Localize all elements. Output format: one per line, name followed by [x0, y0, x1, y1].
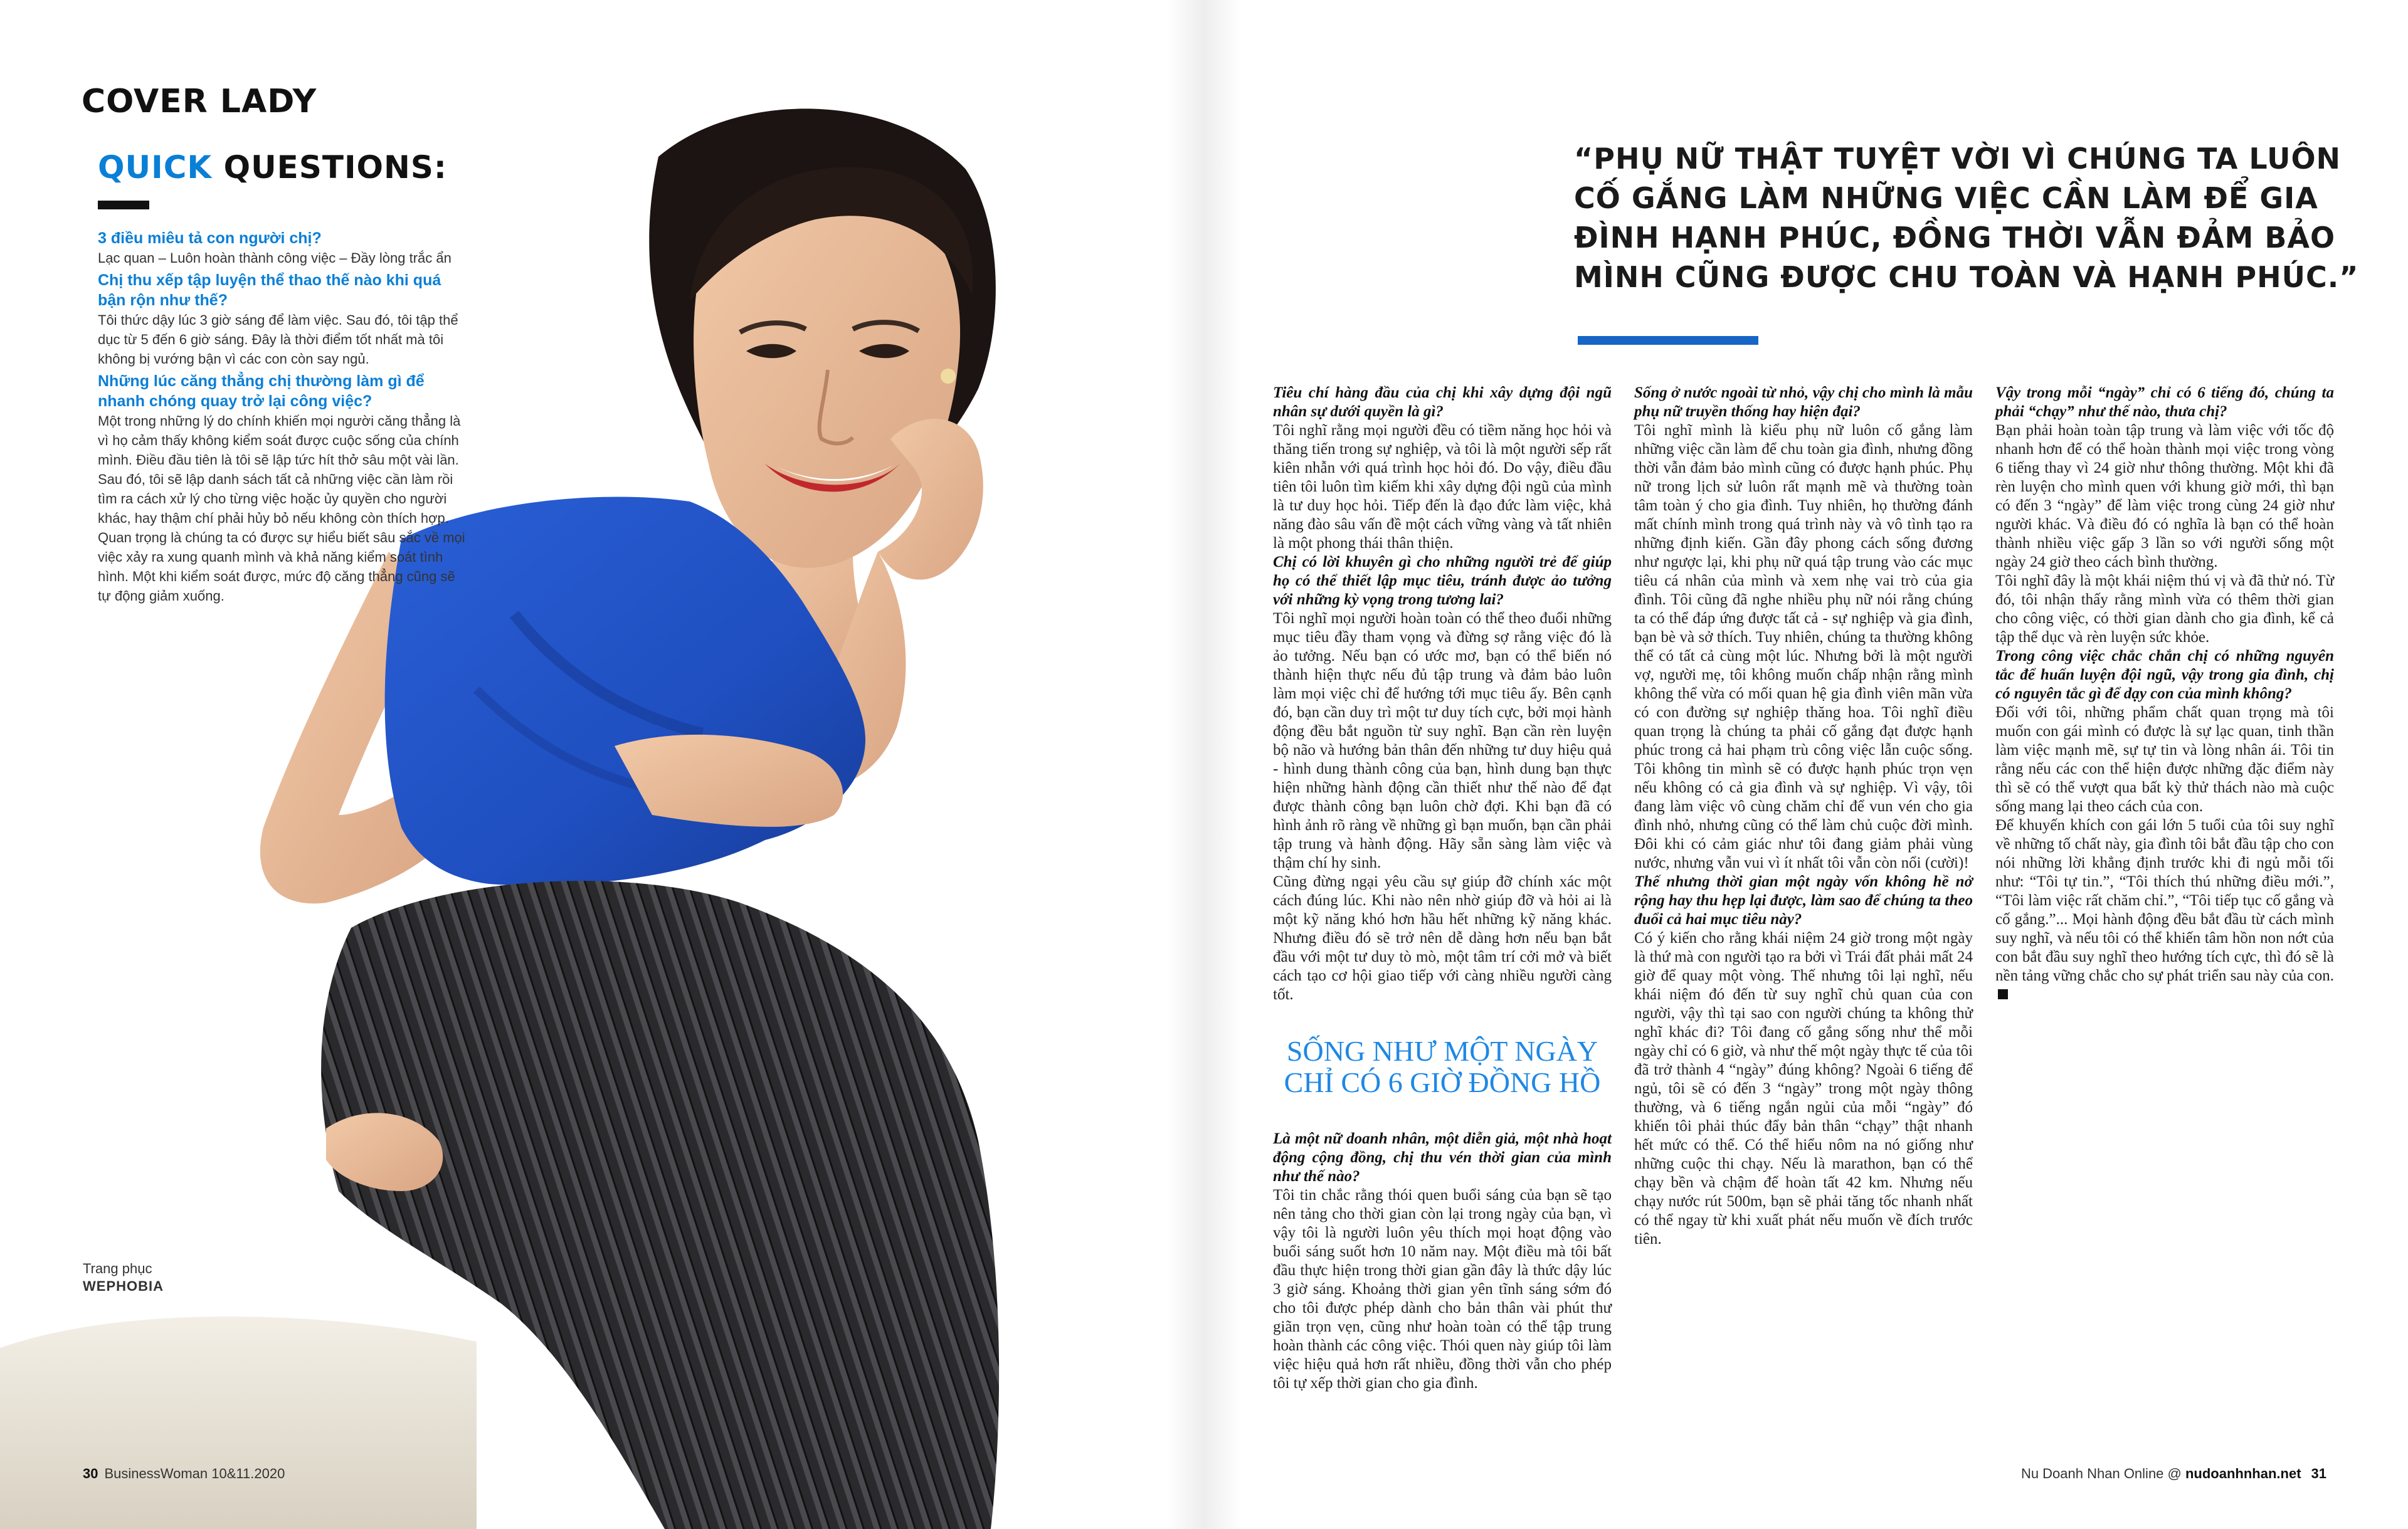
article-question: Vậy trong mỗi “ngày” chỉ có 6 tiếng đó, chúng ta phải “chạy” như thế nào, thưa chị? [1995, 384, 2334, 420]
article-paragraph-text: Để khuyến khích con gái lớn 5 tuổi của tôi suy nghĩ về những tố chất này, gia đình tôi bắt đầu tập cho con nói những lời khẳng định trước khi đi ngủ mỗi tối như: “Tôi tự tin.”, “Tôi thích thú những điều mới.”, “Tôi làm việc rất chăm chỉ.”, “Tôi tiếp tục cố gắng và cố gắng.”... Mọi hành động đều bắt đầu từ cách mình suy nghĩ, và nếu tôi có thể khiến tâm hồn non nớt của con bắt đầu suy nghĩ theo hướng tích cực, thì đó sẽ là nền tảng vững chắc cho sự phát triển sau này của con. [1995, 817, 2334, 984]
outfit-credit-brand: WEPHOBIA [83, 1278, 164, 1294]
article-question: Tiêu chí hàng đầu của chị khi xây dựng đội ngũ nhân sự dưới quyền là gì? [1273, 384, 1612, 420]
quick-questions-rule [98, 201, 149, 209]
outfit-credit-label: Trang phục [83, 1261, 152, 1276]
article-paragraph [1995, 816, 2334, 1004]
quick-answer-3: Một trong những lý do chính khiến mọi người căng thẳng là vì họ cảm thấy không kiểm soát được cuộc sống của chính mình. Điều đầu tiên là tôi sẽ lập tức hít thở sâu một vài lần. Sau đó, tôi sẽ lập danh sách tất cả những việc cần làm rồi tìm ra cách xử lý cho từng việc hoặc ủy quyền cho người khác, hay thậm chí phải hủy bỏ nếu không còn thích hợp. Quan trọng là chúng ta có được sự hiểu biết sâu sắc về mọi việc xảy ra xung quanh mình và khả năng kiểm soát tình hình. Một khi kiểm soát được, mức độ căng thẳng cũng sẽ tự động giảm xuống. [98, 413, 465, 604]
article-paragraph: Có ý kiến cho rằng khái niệm 24 giờ trong một ngày là thứ mà con người tạo ra bởi vì Trái đất phải mất 24 giờ để quay một vòng. Thế nhưng tôi lại nghĩ, nếu khái niệm đó đến từ suy nghĩ chủ quan của con người, vậy thì tại sao con người chúng ta không thử nghĩ khác đi? Tôi đang cố gắng sống như thể mỗi ngày chỉ có 6 giờ, và như thế một ngày thực tế của tôi đã trở thành 4 “ngày” đúng không? Ngoài 6 tiếng để ngủ, tôi sẽ có đến 3 “ngày” trong một ngày thông thường, và 6 tiếng ngắn ngủi của mỗi “ngày” đó khiến tôi phải thúc đẩy bản thân “chạy” thật nhanh hết mức có thể. Có thể hiểu nôm na nó giống như những cuộc thi chạy. Nếu là marathon, bạn có thể chạy bền và chậm để hoàn tất 42 km. Nhưng nếu chạy nước rút 500m, bạn sẽ phải tăng tốc nhanh nhất có thể ngay từ khi xuất phát nếu muốn về đích trước tiên. [1634, 930, 1973, 1248]
article-question: Sống ở nước ngoài từ nhỏ, vậy chị cho mình là mẫu phụ nữ truyền thống hay hiện đại? [1634, 384, 1973, 420]
section-title: COVER LADY [82, 83, 317, 120]
quick-questions-list [98, 226, 468, 607]
right-folio-text: Nu Doanh Nhan Online @ [2020, 1466, 2185, 1481]
quick-answer-1: Lạc quan – Luôn hoàn thành công việc – Đầy lòng trắc ẩn [98, 250, 452, 266]
article-column-2 [1634, 384, 1973, 1249]
article-paragraph: Tôi nghĩ mình là kiểu phụ nữ luôn cố gắng làm những việc cần làm để chu toàn gia đình, nhưng đồng thời vẫn đảm bảo mình cũng có được hạnh phúc. Phụ nữ trong lịch sử luôn rất mạnh mẽ và thường toàn tâm toàn ý cho gia đình. Tuy nhiên, họ thường đánh mất chính mình trong quá trình này và vô tình tạo ra những định kiến. Gần đây phong cách sống đương như ngược lại, khi phụ nữ quá tập trung vào các mục tiêu cá nhân của mình và xem nhẹ vai trò của gia đình. Tôi cũng đã nghe nhiều phụ nữ nói rằng chúng ta có thể đáp ứng được tất cả - sự nghiệp và gia đình, bạn bè và sở thích. Tuy nhiên, chúng ta thường không thể có tất cả cùng một lúc. Nhưng bởi là một người vợ, người mẹ, tôi không muốn chấp nhận rằng mình không thể vừa có mối quan hệ gia đình viên mãn vừa có con đường sự nghiệp thăng hoa. Tôi nghĩ điều quan trọng là chúng ta phải cố gắng đạt được hạnh phúc trong cả hai phạm trù công việc lẫn cuộc sống. Tôi không tin mình sẽ có được hạnh phúc trọn vẹn nếu không có cả gia đình và sự nghiệp. Vì vậy, tôi đang làm việc vô cùng chăm chỉ để vun vén cho gia đình nhỏ, nhưng cũng có thể làm chủ cuộc đời mình. Đôi khi có cảm giác như tôi đang giảm phải vùng nước, nhưng vẫn vui vì ít nhất tôi vẫn còn nổi (cười)! [1634, 422, 1973, 871]
left-folio-text: BusinessWoman 10&11.2020 [104, 1466, 285, 1481]
article-paragraph: Tôi nghĩ mọi người hoàn toàn có thể theo đuổi những mục tiêu đầy tham vọng và đừng sợ rằng việc đó là ảo tưởng. Nếu bạn có ước mơ, bạn có thể biến nó thành hiện thực nếu đủ tập trung và đảm bảo luôn làm mọi việc chỉ để hướng tới mục tiêu ấy. Bên cạnh đó, bạn cần duy trì một tư duy tích cực, bởi mọi hành động đều bắt nguồn từ suy nghĩ. Bạn cần rèn luyện bộ não và hướng bản thân đến những tư duy hiệu quả - hình dung thành công của bạn, hình dung bạn thực hiện những hành động cần thiết như thế nào để đạt được thành công bạn luôn chờ đợi. Khi bạn đã có hình ảnh rõ ràng về những gì bạn muốn, bạn cần phải tập trung và hành động. Hãy sẵn sàng làm việc và thậm chí hy sinh. [1273, 610, 1612, 871]
quick-questions-accent: QUICK [98, 149, 213, 186]
article-question: Là một nữ doanh nhân, một diễn giả, một nhà hoạt động cộng đồng, chị thu vén thời gian của mình như thế nào? [1273, 1130, 1612, 1185]
article-paragraph: Tôi tin chắc rằng thói quen buổi sáng của bạn sẽ tạo nên tảng cho thời gian còn lại trong ngày của bạn, vì vậy tôi là người luôn yêu thích mọi hoạt động vào buổi sáng suốt hơn 10 năm nay. Một điều mà tôi bất đầu thực hiện trong thời gian gần đây là thức dậy lúc 3 giờ sáng. Khoảng thời gian yên tĩnh sáng sớm đó cho tôi được phép dành cho bản thân vài phút thư giãn trọn vẹn, cũng như hoàn toàn có thể tập trung hoàn thành các công việc. Thói quen này giúp tôi làm việc hiệu quả hơn rất nhiều, đồng thời vẫn cho phép tôi tự xếp thời gian cho gia đình. [1273, 1187, 1612, 1392]
article-column-1 [1273, 384, 1612, 1393]
article-question: Chị có lời khuyên gì cho những người trẻ để giúp họ có thể thiết lập mục tiêu, tránh được ảo tưởng với những kỳ vọng trong tương lai? [1273, 554, 1612, 608]
website-link[interactable]: nudoanhnhan.net [2185, 1466, 2301, 1481]
quick-question-1: 3 điều miêu tả con người chị? [98, 229, 322, 247]
article-column-3 [1995, 384, 2334, 1004]
pull-quote: “PHỤ NỮ THẬT TUYỆT VỜI VÌ CHÚNG TA LUÔN CỐ GẮNG LÀM NHỮNG VIỆC CẦN LÀM ĐỂ GIA ĐÌNH HẠNH PHÚC, ĐỒNG THỜI VẪN ĐẢM BẢO MÌNH CŨNG ĐƯỢC CHU TOÀN VÀ HẠNH PHÚC.” [1574, 142, 2359, 294]
page-gutter [1166, 0, 1242, 1529]
article-paragraph: Bạn phải hoàn toàn tập trung và làm việc với tốc độ nhanh hơn để có thể hoàn thành mọi việc trong vòng 6 tiếng thay vì 24 giờ như thông thường. Một khi đã rèn luyện cho mình quen với khung giờ mới, thì bạn có đến 3 “ngày” để làm việc trong cùng 24 giờ như người khác. Và điều đó có nghĩa là bạn có thể hoàn thành nhiều việc gấp 3 lần so với người sống một ngày 24 giờ theo cách bình thường. [1995, 422, 2334, 570]
article-question: Thế nhưng thời gian một ngày vốn không hề nở rộng hay thu hẹp lại được, làm sao để chúng ta theo đuổi cả hai mục tiêu này? [1634, 873, 1973, 928]
quick-question-2: Chị thu xếp tập luyện thể thao thế nào khi quá bận rộn như thế? [98, 271, 441, 309]
right-page-number: 31 [2311, 1466, 2326, 1481]
article-question: Trong công việc chắc chắn chị có những nguyên tắc để huấn luyện đội ngũ, vậy trong gia đình, chị có nguyên tắc gì để dạy con của mình không? [1995, 648, 2334, 702]
quick-answer-2: Tôi thức dậy lúc 3 giờ sáng để làm việc. Sau đó, tôi tập thể dục từ 5 đến 6 giờ sáng. Đây là thời điểm tốt nhất mà tôi không bị vướng bận vì các con còn say ngủ. [98, 312, 458, 367]
outfit-credit [83, 1260, 164, 1295]
quick-question-3: Những lúc căng thẳng chị thường làm gì để nhanh chóng quay trở lại công việc? [98, 372, 425, 410]
right-folio [2021, 1466, 2326, 1482]
article-paragraph: Cũng đừng ngại yêu cầu sự giúp đỡ chính xác một cách đúng lúc. Khi nào nên nhờ giúp đỡ và hỏi ai là một kỹ năng khó hơn hầu hết những kỹ năng khác. Nhưng điều đó sẽ trở nên dễ dàng hơn nếu bạn bắt đầu với một tư duy tò mò, một tâm trí cởi mở và biết cách tạo cơ hội giao tiếp với càng nhiều người càng tốt. [1273, 873, 1612, 1003]
quick-questions-rest: QUESTIONS: [212, 149, 447, 186]
article-paragraph: Tôi nghĩ đây là một khái niệm thú vị và đã thử nó. Từ đó, tôi nhận thấy rằng mình vừa có thêm thời gian cho công việc, có thời gian dành cho gia đình, kể cả tập thể dục và rèn luyện sức khỏe. [1995, 572, 2334, 646]
left-page-number: 30 [83, 1466, 98, 1481]
article-paragraph: Đối với tôi, những phẩm chất quan trọng mà tôi muốn con gái mình có được là sự lạc quan, tinh thần làm việc mạnh mẽ, sự tự tin và lòng nhân ái. Tôi tin rằng nếu các con thể hiện được những đặc điểm này thì sẽ có thể vượt qua bất kỳ thử thách nào mà cuộc sống mang lại theo cách của con. [1995, 704, 2334, 815]
left-folio [83, 1466, 285, 1482]
article-paragraph: Tôi nghĩ rằng mọi người đều có tiềm năng học hỏi và thăng tiến trong sự nghiệp, và tôi là một người sếp rất kiên nhẫn với quá trình học hỏi đó. Do vậy, điều đầu tiên tôi luôn tìm kiếm khi xây dựng đội ngũ của mình là tư duy học hỏi. Tiếp đến là đạo đức làm việc, khả năng đào sâu vấn đề một cách vững vàng và tất nhiên là một phong thái thân thiện. [1273, 422, 1612, 552]
quick-questions-title [98, 149, 447, 186]
article-subhead: SỐNG NHƯ MỘT NGÀY CHỈ CÓ 6 GIỜ ĐỒNG HỒ [1284, 1035, 1601, 1098]
end-mark [1998, 989, 2008, 999]
pull-quote-rule [1578, 336, 1758, 345]
